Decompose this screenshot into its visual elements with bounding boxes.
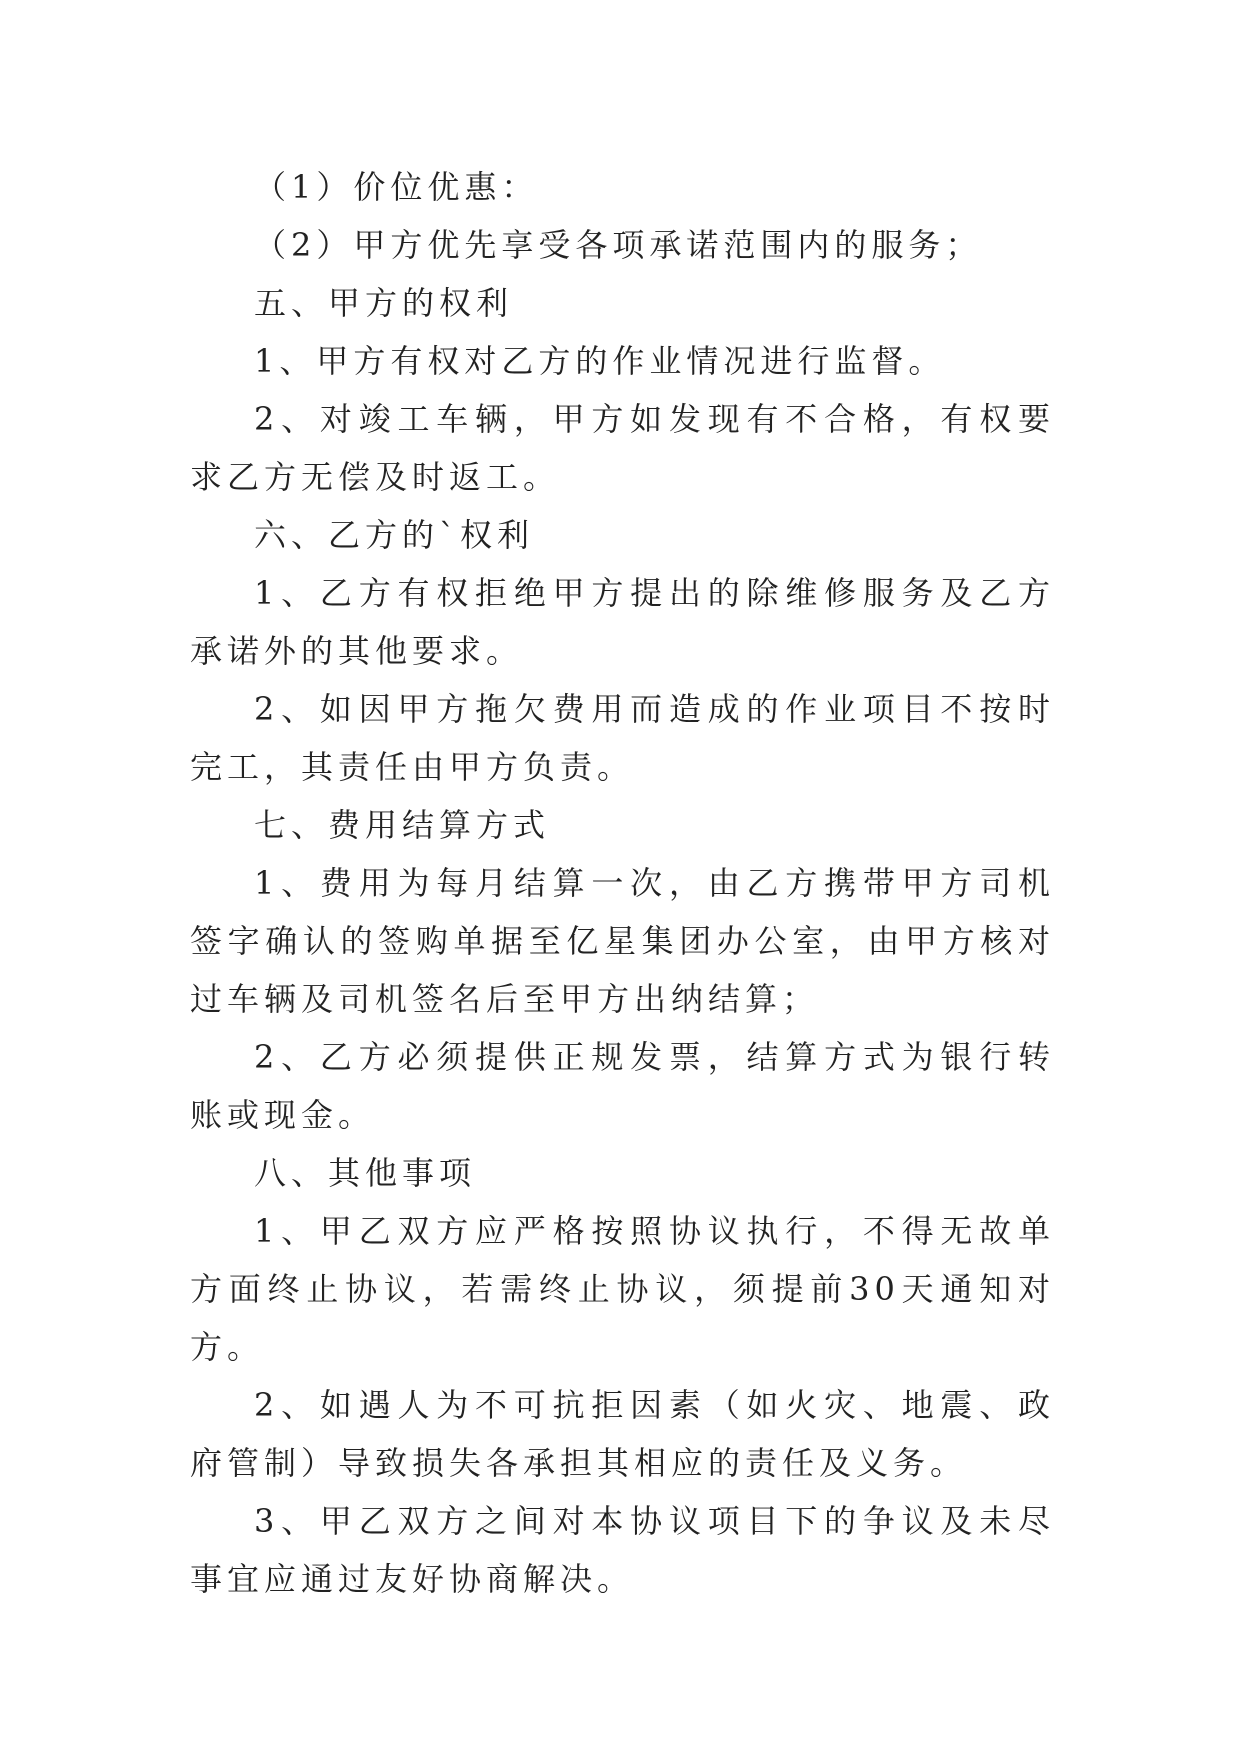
- paragraph-price-discount: （1）价位优惠：: [254, 168, 539, 206]
- paragraph-settlement-1: 1、费用为每月结算一次，由乙方携带甲方司机签字确认的签购单据至亿星集团办公室，由甲方核对过车辆及司机签名后至甲方出纳结算；: [190, 864, 1055, 1018]
- paragraph-a-rights-2: 2、对竣工车辆，甲方如发现有不合格，有权要求乙方无偿及时返工。: [190, 400, 1055, 496]
- heading-party-a-rights: 五、甲方的权利: [254, 284, 514, 322]
- paragraph-other-3: 3、甲乙双方之间对本协议项目下的争议及未尽事宜应通过友好协商解决。: [190, 1502, 1055, 1598]
- paragraph-b-rights-2: 2、如因甲方拖欠费用而造成的作业项目不按时完工，其责任由甲方负责。: [190, 690, 1055, 786]
- paragraph-a-rights-1: 1、甲方有权对乙方的作业情况进行监督。: [254, 342, 946, 380]
- paragraph-other-1: 1、甲乙双方应严格按照协议执行，不得无故单方面终止协议，若需终止协议，须提前30天通知对方。: [190, 1212, 1055, 1366]
- paragraph-b-rights-1: 1、乙方有权拒绝甲方提出的除维修服务及乙方承诺外的其他要求。: [190, 574, 1055, 670]
- heading-settlement: 七、费用结算方式: [254, 806, 551, 844]
- heading-party-b-rights: 六、乙方的`权利: [254, 516, 535, 554]
- paragraph-priority-service: （2）甲方优先享受各项承诺范围内的服务；: [254, 226, 983, 264]
- heading-other-matters: 八、其他事项: [254, 1154, 477, 1192]
- document-body: [190, 158, 1055, 1608]
- paragraph-other-2: 2、如遇人为不可抗拒因素（如火灾、地震、政府管制）导致损失各承担其相应的责任及义务。: [190, 1386, 1055, 1482]
- paragraph-settlement-2: 2、乙方必须提供正规发票，结算方式为银行转账或现金。: [190, 1038, 1055, 1134]
